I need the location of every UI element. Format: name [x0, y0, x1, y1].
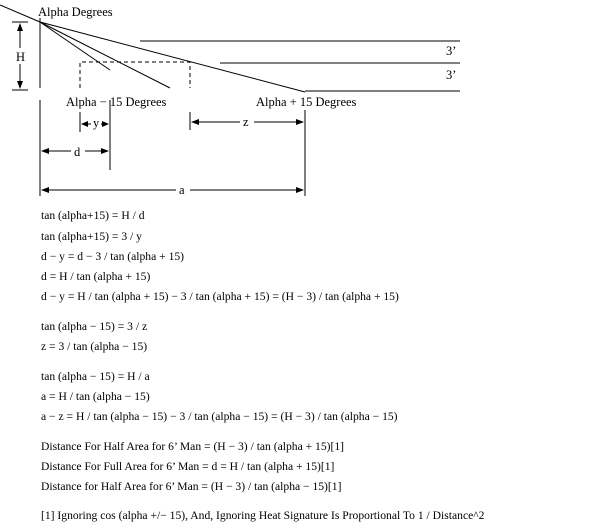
- y-arrowhead-left: [81, 121, 88, 127]
- alpha-minus-15-line: [40, 22, 305, 92]
- z-arrowhead-left: [191, 119, 199, 125]
- alpha-minus-15-label: Alpha − 15 Degrees: [66, 95, 167, 109]
- a-arrowhead-right: [296, 187, 304, 193]
- y-arrowhead-right: [102, 121, 109, 127]
- a-label: a: [179, 183, 185, 197]
- three-foot-label-lower: 3’: [446, 68, 457, 82]
- d-arrowhead-left: [41, 148, 49, 154]
- equation-6: tan (alpha − 15) = 3 / z: [41, 320, 148, 333]
- equation-3: d − y = d − 3 / tan (alpha + 15): [41, 250, 185, 263]
- equation-5: d − y = H / tan (alpha + 15) − 3 / tan (alpha + 15) = (H − 3) / tan (alpha + 15): [41, 290, 399, 303]
- h-arrowhead-down: [17, 81, 23, 89]
- alpha-plus-15-line: [40, 22, 110, 70]
- three-foot-label-upper: 3’: [446, 44, 457, 58]
- footnote: [1] Ignoring cos (alpha +/− 15), And, Ignoring Heat Signature Is Proportional To 1 / Distance^2: [41, 509, 485, 522]
- distance-half-area-plus: Distance For Half Area for 6’ Man = (H − 3) / tan (alpha + 15)[1]: [41, 440, 345, 453]
- incoming-sight-line: [0, 5, 40, 22]
- equation-8: tan (alpha − 15) = H / a: [41, 370, 150, 383]
- equation-10: a − z = H / tan (alpha − 15) − 3 / tan (alpha − 15) = (H − 3) / tan (alpha − 15): [41, 410, 398, 423]
- distance-half-area-minus: Distance for Half Area for 6’ Man = (H − 3) / tan (alpha − 15)[1]: [41, 480, 342, 493]
- h-arrowhead-up: [17, 23, 23, 31]
- z-arrowhead-right: [296, 119, 304, 125]
- d-arrowhead-right: [101, 148, 109, 154]
- h-label: H: [16, 50, 26, 64]
- equation-7: z = 3 / tan (alpha − 15): [41, 340, 148, 353]
- a-arrowhead-left: [41, 187, 49, 193]
- alpha-plus-15-label: Alpha + 15 Degrees: [256, 95, 357, 109]
- alpha-degrees-label: Alpha Degrees: [38, 5, 113, 19]
- equation-4: d = H / tan (alpha + 15): [41, 270, 151, 283]
- y-label: y: [93, 116, 100, 130]
- equation-9: a = H / tan (alpha − 15): [41, 390, 150, 403]
- alpha-line: [40, 22, 170, 88]
- dashed-man-box: [80, 62, 190, 88]
- d-label: d: [74, 145, 81, 159]
- z-label: z: [243, 115, 249, 129]
- distance-full-area: Distance For Full Area for 6’ Man = d = H / tan (alpha + 15)[1]: [41, 460, 335, 473]
- equation-2: tan (alpha+15) = 3 / y: [41, 230, 142, 243]
- geometry-diagram: [0, 0, 594, 210]
- equation-1: tan (alpha+15) = H / d: [41, 209, 145, 222]
